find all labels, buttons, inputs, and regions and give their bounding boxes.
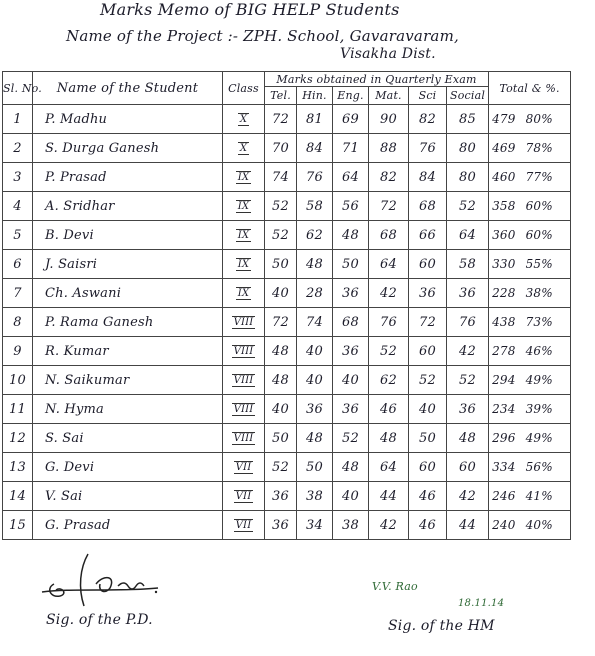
row-mark: 46 <box>409 511 447 540</box>
row-total <box>489 337 571 366</box>
row-class-value: X <box>239 142 248 154</box>
row-mark: 68 <box>333 308 369 337</box>
row-mark: 52 <box>333 424 369 453</box>
row-sl-no: 14 <box>3 482 33 511</box>
row-total-value: 479 <box>492 112 516 126</box>
row-mark: 76 <box>297 163 333 192</box>
row-mark: 48 <box>297 250 333 279</box>
row-student-name: N. Hyma <box>33 395 223 424</box>
row-total <box>489 163 571 192</box>
header-student-name: Name of the Student <box>33 72 223 105</box>
row-mark: 28 <box>297 279 333 308</box>
row-class <box>223 105 265 134</box>
row-student-name: N. Saikumar <box>33 366 223 395</box>
row-mark: 46 <box>369 395 409 424</box>
row-mark: 72 <box>265 105 297 134</box>
row-percentage: 77% <box>525 170 553 184</box>
row-class <box>223 134 265 163</box>
row-sl-no: 11 <box>3 395 33 424</box>
table-row <box>3 250 571 279</box>
header-subject: Hin. <box>297 87 333 105</box>
row-class <box>223 453 265 482</box>
row-total <box>489 511 571 540</box>
row-percentage: 39% <box>525 402 553 416</box>
row-class <box>223 250 265 279</box>
row-mark: 38 <box>333 511 369 540</box>
row-total <box>489 192 571 221</box>
row-mark: 48 <box>447 424 489 453</box>
row-percentage: 56% <box>525 460 553 474</box>
row-mark: 40 <box>333 482 369 511</box>
table-row <box>3 308 571 337</box>
hm-signature-label: Sig. of the HM <box>388 618 495 634</box>
row-total-value: 460 <box>492 170 516 184</box>
row-mark: 36 <box>333 337 369 366</box>
row-mark: 40 <box>297 366 333 395</box>
row-mark: 36 <box>333 279 369 308</box>
row-sl-no: 6 <box>3 250 33 279</box>
row-sl-no: 9 <box>3 337 33 366</box>
row-mark: 48 <box>333 453 369 482</box>
row-mark: 48 <box>265 337 297 366</box>
hm-signature-name: V.V. Rao <box>372 580 418 593</box>
row-mark: 82 <box>409 105 447 134</box>
row-mark: 40 <box>265 395 297 424</box>
row-mark: 36 <box>265 511 297 540</box>
table-row <box>3 366 571 395</box>
row-mark: 44 <box>447 511 489 540</box>
row-mark: 52 <box>265 221 297 250</box>
row-sl-no: 8 <box>3 308 33 337</box>
row-student-name: R. Kumar <box>33 337 223 366</box>
row-student-name: G. Prasad <box>33 511 223 540</box>
row-mark: 40 <box>265 279 297 308</box>
row-mark: 36 <box>265 482 297 511</box>
table-row <box>3 163 571 192</box>
row-total-value: 334 <box>492 460 516 474</box>
row-mark: 69 <box>333 105 369 134</box>
row-mark: 42 <box>447 337 489 366</box>
row-mark: 74 <box>297 308 333 337</box>
row-mark: 90 <box>369 105 409 134</box>
row-total <box>489 134 571 163</box>
row-sl-no: 5 <box>3 221 33 250</box>
row-sl-no: 13 <box>3 453 33 482</box>
row-mark: 50 <box>265 250 297 279</box>
row-mark: 36 <box>447 395 489 424</box>
row-sl-no: 1 <box>3 105 33 134</box>
header-sl-no: Sl. No. <box>3 72 33 105</box>
row-mark: 52 <box>447 192 489 221</box>
row-total-value: 360 <box>492 228 516 242</box>
row-total <box>489 424 571 453</box>
row-student-name: P. Rama Ganesh <box>33 308 223 337</box>
row-mark: 56 <box>333 192 369 221</box>
row-class-value: VII <box>235 490 252 502</box>
table-row <box>3 105 571 134</box>
row-class-value: VIII <box>233 432 254 444</box>
row-student-name: P. Madhu <box>33 105 223 134</box>
row-student-name: P. Prasad <box>33 163 223 192</box>
row-class-value: VII <box>235 519 252 531</box>
row-class-value: IX <box>237 229 250 241</box>
row-class <box>223 395 265 424</box>
row-class-value: VIII <box>233 374 254 386</box>
row-student-name: G. Devi <box>33 453 223 482</box>
row-class <box>223 337 265 366</box>
row-total <box>489 366 571 395</box>
row-mark: 62 <box>369 366 409 395</box>
row-mark: 84 <box>297 134 333 163</box>
row-mark: 64 <box>447 221 489 250</box>
row-mark: 36 <box>447 279 489 308</box>
row-mark: 76 <box>369 308 409 337</box>
row-percentage: 60% <box>525 228 553 242</box>
row-total <box>489 453 571 482</box>
table-row <box>3 424 571 453</box>
row-mark: 50 <box>297 453 333 482</box>
row-mark: 52 <box>369 337 409 366</box>
row-sl-no: 2 <box>3 134 33 163</box>
row-total <box>489 482 571 511</box>
row-total-value: 240 <box>492 518 516 532</box>
row-class <box>223 366 265 395</box>
row-percentage: 78% <box>525 141 553 155</box>
row-mark: 60 <box>409 453 447 482</box>
row-mark: 60 <box>409 337 447 366</box>
row-mark: 82 <box>369 163 409 192</box>
row-mark: 36 <box>333 395 369 424</box>
row-mark: 50 <box>265 424 297 453</box>
row-student-name: S. Sai <box>33 424 223 453</box>
table-row <box>3 221 571 250</box>
row-class-value: X <box>239 113 248 125</box>
row-class-value: IX <box>237 287 250 299</box>
row-class <box>223 192 265 221</box>
row-total <box>489 221 571 250</box>
marks-table <box>2 71 571 540</box>
memo-title: Marks Memo of BIG HELP Students <box>100 0 400 19</box>
table-row <box>3 134 571 163</box>
row-mark: 48 <box>297 424 333 453</box>
row-total-value: 469 <box>492 141 516 155</box>
row-mark: 76 <box>447 308 489 337</box>
row-class-value: IX <box>237 258 250 270</box>
row-total-value: 330 <box>492 257 516 271</box>
row-mark: 36 <box>409 279 447 308</box>
row-percentage: 55% <box>525 257 553 271</box>
row-mark: 52 <box>409 366 447 395</box>
row-mark: 52 <box>447 366 489 395</box>
row-total-value: 358 <box>492 199 516 213</box>
row-mark: 38 <box>297 482 333 511</box>
row-total-value: 228 <box>492 286 516 300</box>
row-student-name: Ch. Aswani <box>33 279 223 308</box>
header-class: Class <box>223 72 265 105</box>
row-class-value: VII <box>235 461 252 473</box>
table-row <box>3 192 571 221</box>
row-mark: 36 <box>297 395 333 424</box>
row-class <box>223 424 265 453</box>
row-mark: 68 <box>409 192 447 221</box>
row-percentage: 49% <box>525 431 553 445</box>
row-sl-no: 10 <box>3 366 33 395</box>
row-mark: 50 <box>409 424 447 453</box>
header-subject: Tel. <box>265 87 297 105</box>
row-mark: 74 <box>265 163 297 192</box>
header-subject: Social <box>447 87 489 105</box>
row-total-value: 438 <box>492 315 516 329</box>
row-class <box>223 163 265 192</box>
row-total-value: 234 <box>492 402 516 416</box>
row-class-value: IX <box>237 171 250 183</box>
row-total <box>489 250 571 279</box>
row-student-name: S. Durga Ganesh <box>33 134 223 163</box>
row-mark: 62 <box>297 221 333 250</box>
row-sl-no: 12 <box>3 424 33 453</box>
row-mark: 46 <box>409 482 447 511</box>
row-total-value: 294 <box>492 373 516 387</box>
row-class <box>223 482 265 511</box>
pd-signature-scrawl <box>40 548 170 614</box>
row-mark: 60 <box>447 453 489 482</box>
row-total <box>489 105 571 134</box>
row-total <box>489 308 571 337</box>
row-mark: 64 <box>333 163 369 192</box>
row-mark: 81 <box>297 105 333 134</box>
row-mark: 50 <box>333 250 369 279</box>
row-mark: 58 <box>297 192 333 221</box>
row-mark: 40 <box>297 337 333 366</box>
header-total: Total & %. <box>489 72 571 105</box>
row-class <box>223 308 265 337</box>
row-sl-no: 7 <box>3 279 33 308</box>
row-mark: 40 <box>409 395 447 424</box>
row-percentage: 80% <box>525 112 553 126</box>
row-sl-no: 15 <box>3 511 33 540</box>
row-total-value: 246 <box>492 489 516 503</box>
row-mark: 72 <box>369 192 409 221</box>
row-total-value: 278 <box>492 344 516 358</box>
table-row <box>3 279 571 308</box>
row-percentage: 41% <box>525 489 553 503</box>
row-mark: 52 <box>265 453 297 482</box>
row-mark: 44 <box>369 482 409 511</box>
row-student-name: B. Devi <box>33 221 223 250</box>
row-class <box>223 511 265 540</box>
row-total-value: 296 <box>492 431 516 445</box>
row-mark: 72 <box>409 308 447 337</box>
row-mark: 40 <box>333 366 369 395</box>
row-mark: 52 <box>265 192 297 221</box>
row-mark: 85 <box>447 105 489 134</box>
row-mark: 42 <box>369 511 409 540</box>
table-row <box>3 482 571 511</box>
row-percentage: 38% <box>525 286 553 300</box>
row-student-name: V. Sai <box>33 482 223 511</box>
row-class <box>223 279 265 308</box>
row-percentage: 73% <box>525 315 553 329</box>
header-marks-group: Marks obtained in Quarterly Exam <box>265 72 489 87</box>
row-class-value: IX <box>237 200 250 212</box>
row-mark: 84 <box>409 163 447 192</box>
pd-signature-label: Sig. of the P.D. <box>46 612 153 628</box>
header-subject: Mat. <box>369 87 409 105</box>
row-mark: 42 <box>447 482 489 511</box>
table-row <box>3 337 571 366</box>
row-mark: 64 <box>369 250 409 279</box>
row-student-name: A. Sridhar <box>33 192 223 221</box>
row-mark: 48 <box>265 366 297 395</box>
table-row <box>3 453 571 482</box>
row-student-name: J. Saisri <box>33 250 223 279</box>
row-mark: 58 <box>447 250 489 279</box>
row-mark: 64 <box>369 453 409 482</box>
project-name: Name of the Project :- ZPH. School, Gavaravaram, <box>66 27 459 45</box>
table-row <box>3 395 571 424</box>
row-class-value: VIII <box>233 316 254 328</box>
row-percentage: 49% <box>525 373 553 387</box>
row-mark: 71 <box>333 134 369 163</box>
table-row <box>3 511 571 540</box>
row-mark: 60 <box>409 250 447 279</box>
row-mark: 48 <box>369 424 409 453</box>
row-class-value: VIII <box>233 345 254 357</box>
row-class-value: VIII <box>233 403 254 415</box>
row-mark: 68 <box>369 221 409 250</box>
row-percentage: 40% <box>525 518 553 532</box>
header-subject: Sci <box>409 87 447 105</box>
row-class <box>223 221 265 250</box>
row-sl-no: 3 <box>3 163 33 192</box>
row-mark: 48 <box>333 221 369 250</box>
header-subject: Eng. <box>333 87 369 105</box>
row-mark: 34 <box>297 511 333 540</box>
row-total <box>489 279 571 308</box>
row-mark: 88 <box>369 134 409 163</box>
row-mark: 80 <box>447 134 489 163</box>
row-mark: 76 <box>409 134 447 163</box>
row-percentage: 60% <box>525 199 553 213</box>
row-mark: 80 <box>447 163 489 192</box>
row-mark: 66 <box>409 221 447 250</box>
row-percentage: 46% <box>525 344 553 358</box>
project-district: Visakha Dist. <box>340 46 436 62</box>
row-mark: 42 <box>369 279 409 308</box>
row-sl-no: 4 <box>3 192 33 221</box>
row-mark: 72 <box>265 308 297 337</box>
row-mark: 70 <box>265 134 297 163</box>
row-total <box>489 395 571 424</box>
hm-signature-date: 18.11.14 <box>458 598 505 609</box>
